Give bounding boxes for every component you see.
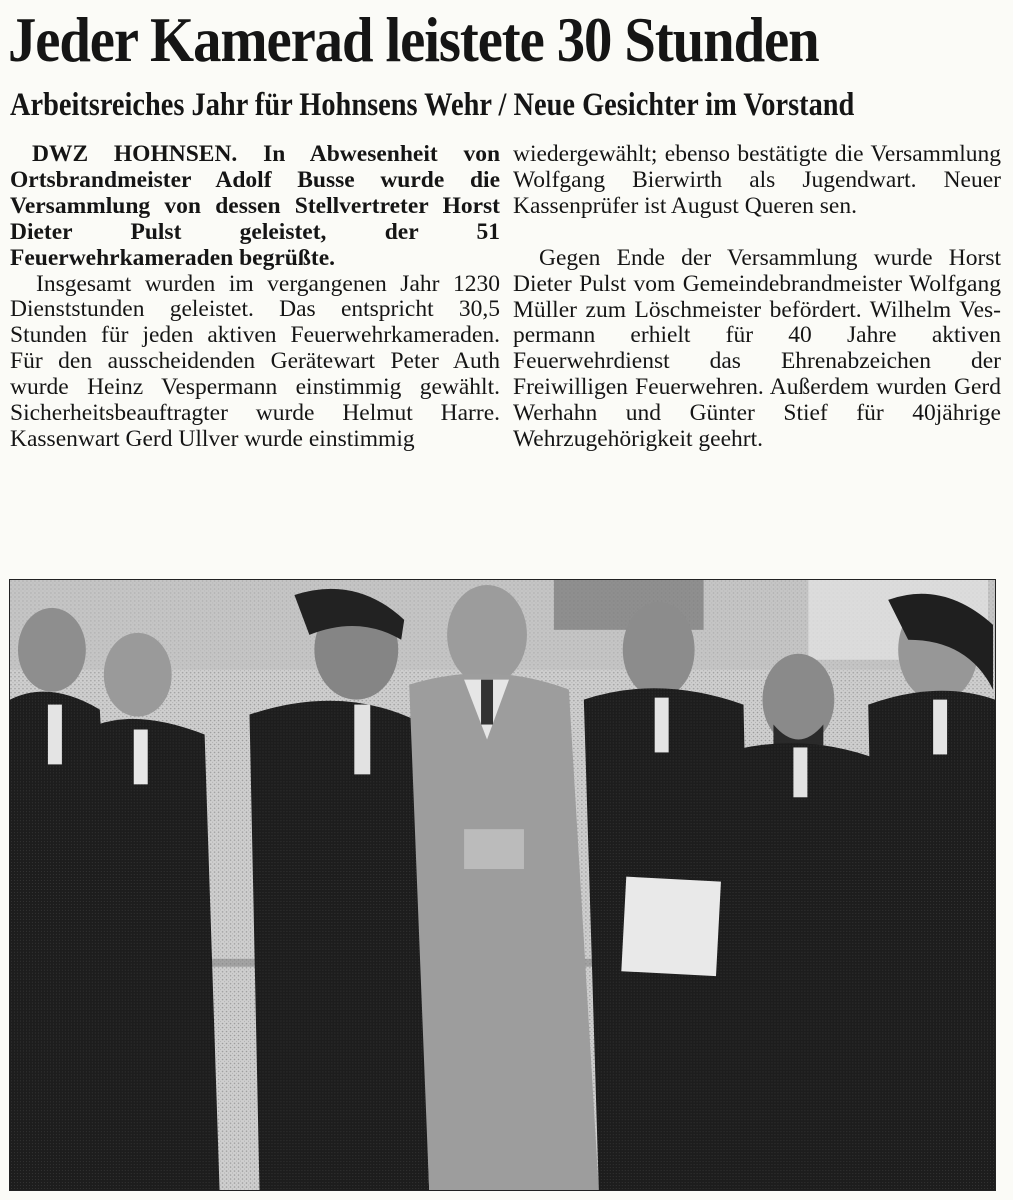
- article-subheadline: Arbeitsreiches Jahr für Hohnsens Wehr / Neue Gesichter im Vorstand: [10, 87, 855, 123]
- lead-text: In Abwesenheit von Ortsbrandmeister Adolf Busse wurde die Versammlung von dessen Stellvertreter Horst Dieter Pulst geleistet, der 51 Feuerwehrkameraden begrüßte.: [10, 141, 501, 271]
- group-photo: [9, 579, 996, 1191]
- body-paragraph-1-continued: wiedergewählt; ebenso bestätigte die Versammlung Wolfgang Bierwirth als Jugendwart. Neuer Kassenprüfer ist August Queren sen.: [513, 141, 1001, 219]
- lead-paragraph: [10, 142, 500, 272]
- body-paragraph-2: Gegen Ende der Versammlung wurde Horst Dieter Pulst vom Gemeindebrandmeister Wolfgang Müller zum Löschmeister befördert. Wilhelm Vespermann erhielt für 40 Jahre aktiven Feuerwehrdienst das Ehrenabzeichen der Freiwilligen Feuerwehren. Außerdem wurden Gerd Werhahn und Günter Stief für 40jährige Wehrzugehörigkeit geehrt.: [513, 244, 1001, 453]
- article-column-right: [513, 142, 1001, 453]
- certificate: [621, 877, 721, 977]
- group-photo-image: [10, 580, 995, 1190]
- article-column-left: [10, 142, 500, 453]
- body-paragraph-1: Insgesamt wurden im vergangenen Jahr 1230 Dienststunden geleistet. Das entspricht 30,5 Stunden für jeden aktiven Feuerwehrkameraden. Für den ausscheidenden Gerätewart Peter Auth wurde Heinz Vespermann einstimmig gewählt. Sicherheitsbeauftragter wurde Helmut Harre. Kassenwart Gerd Ullver wurde einstimmig: [10, 270, 500, 452]
- article-headline: Jeder Kamerad leistete 30 Stunden: [8, 5, 819, 75]
- dateline: DWZ HOHNSEN.: [32, 141, 238, 167]
